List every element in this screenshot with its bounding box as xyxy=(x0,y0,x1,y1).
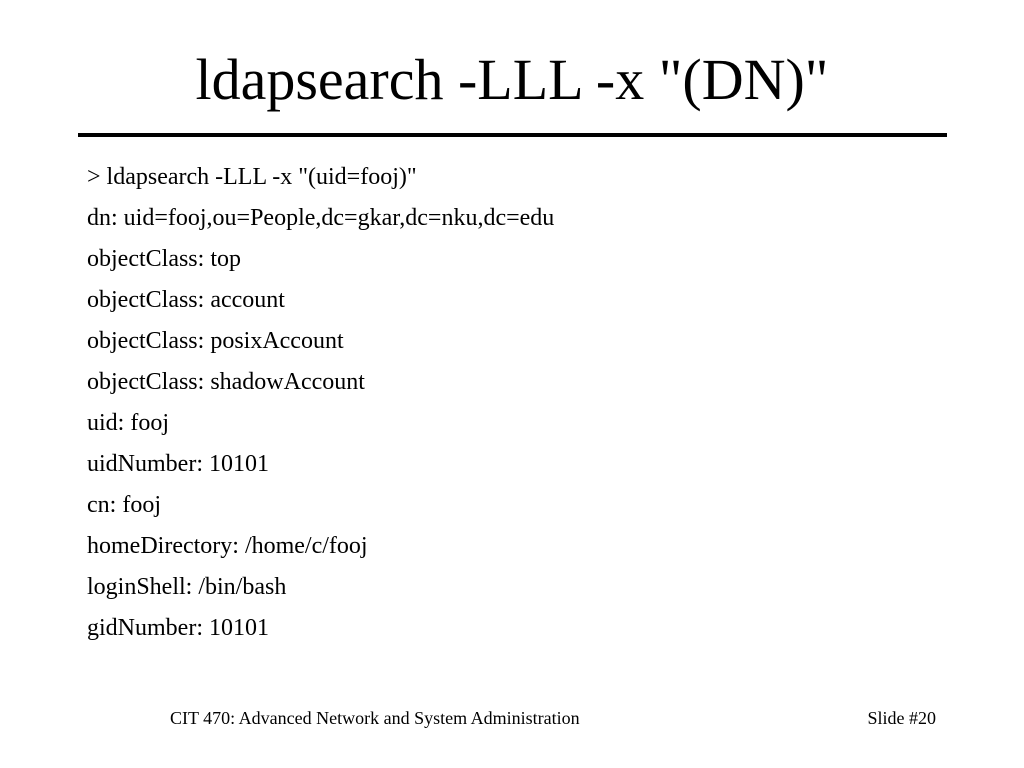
output-line-uidnumber: uidNumber: 10101 xyxy=(87,451,269,477)
output-line-dn: dn: uid=fooj,ou=People,dc=gkar,dc=nku,dc=edu xyxy=(87,205,555,231)
footer-slide-number: Slide #20 xyxy=(867,708,936,728)
output-line-objectclass-account: objectClass: account xyxy=(87,287,285,313)
output-line-gidnumber: gidNumber: 10101 xyxy=(87,615,269,641)
command-line: > ldapsearch -LLL -x "(uid=fooj)" xyxy=(87,164,417,190)
title-divider xyxy=(78,133,947,137)
output-line-uid: uid: fooj xyxy=(87,410,169,436)
output-line-objectclass-shadowaccount: objectClass: shadowAccount xyxy=(87,369,365,395)
output-line-objectclass-top: objectClass: top xyxy=(87,246,241,272)
footer-course-title: CIT 470: Advanced Network and System Administration xyxy=(170,708,580,728)
output-line-loginshell: loginShell: /bin/bash xyxy=(87,574,287,600)
slide-title: ldapsearch -LLL -x "(DN)" xyxy=(195,47,829,112)
output-line-homedirectory: homeDirectory: /home/c/fooj xyxy=(87,533,368,559)
body-text xyxy=(87,157,554,649)
output-line-cn: cn: fooj xyxy=(87,492,161,518)
output-line-objectclass-posixaccount: objectClass: posixAccount xyxy=(87,328,344,354)
